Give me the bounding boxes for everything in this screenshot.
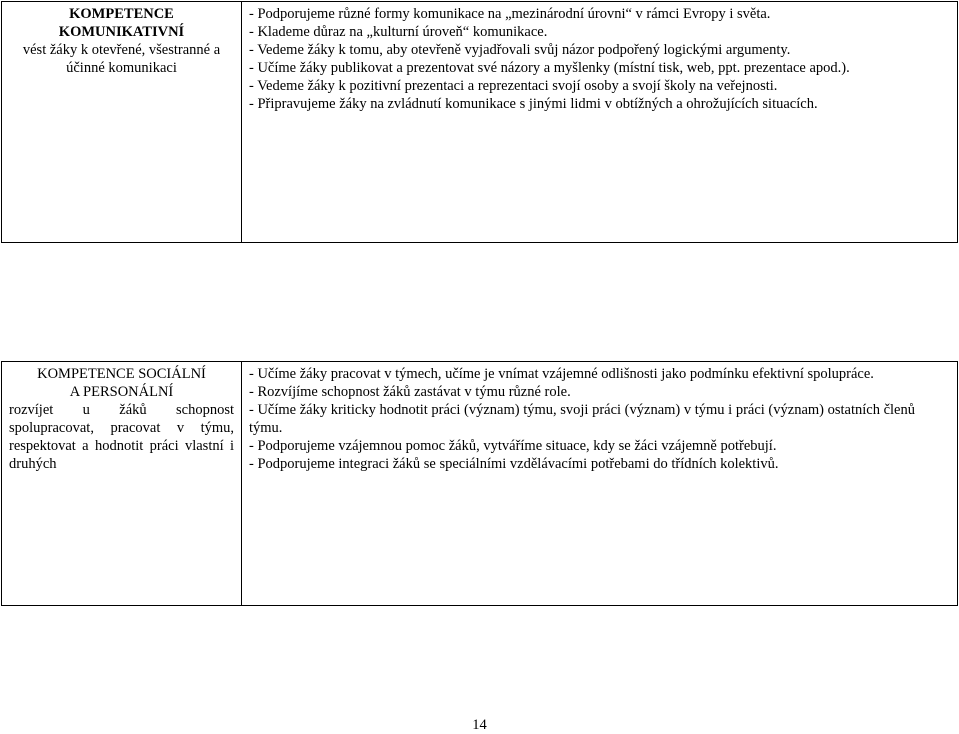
title-line-1: KOMPETENCE SOCIÁLNÍ [37, 366, 206, 382]
page-number: 14 [472, 717, 487, 733]
strategy-item: - Vedeme žáky k tomu, aby otevřeně vyjadřovali svůj názor podpořený logickými argumenty. [249, 42, 791, 58]
title-line-2: A PERSONÁLNÍ [69, 384, 174, 400]
title-line-2: KOMUNIKATIVNÍ [58, 24, 185, 40]
competence-social-strategies-cell [241, 361, 958, 606]
strategy-item: - Klademe důraz na „kulturní úroveň“ komunikace. [249, 24, 548, 40]
competence-social-description: rozvíjet u žáků schopnost spolupracovat, pracovat v týmu, respektovat a hodnotit práci vlastní i druhých [9, 402, 234, 472]
strategy-item: - Učíme žáky pracovat v týmech, učíme je vnímat vzájemné odlišnosti jako podmínku efektivní spolupráce. [249, 366, 874, 382]
strategy-item: - Rozvíjíme schopnost žáků zastávat v týmu různé role. [249, 384, 571, 400]
strategy-item: - Vedeme žáky k pozitivní prezentaci a reprezentaci svojí osoby a svojí školy na veřejnosti. [249, 78, 778, 94]
strategy-item: - Podporujeme integraci žáků se speciálními vzdělávacími potřebami do třídních kolektivů. [249, 456, 779, 472]
title-line-1: KOMPETENCE [69, 6, 174, 22]
strategy-item: - Připravujeme žáky na zvládnutí komunikace s jinými lidmi v obtížných a ohrožujících situacích. [249, 96, 818, 112]
competence-communicative-title [9, 5, 234, 41]
competence-communicative-description: vést žáky k otevřené, všestranné a účinné komunikaci [22, 42, 221, 76]
strategy-item: - Podporujeme vzájemnou pomoc žáků, vytváříme situace, kdy se žáci vzájemně potřebují. [249, 438, 777, 454]
strategy-item: - Podporujeme různé formy komunikace na „mezinárodní úrovni“ v rámci Evropy i světa. [249, 6, 771, 22]
competence-communicative-label-cell [1, 1, 242, 243]
strategy-item: - Učíme žáky kriticky hodnotit práci (význam) týmu, svoji práci (význam) v týmu i práci (význam) ostatních členů týmu. [249, 402, 915, 436]
competence-communicative-strategies-cell [241, 1, 958, 243]
competence-social-title [9, 365, 234, 401]
competence-social-label-cell [1, 361, 242, 606]
strategy-item: - Učíme žáky publikovat a prezentovat své názory a myšlenky (místní tisk, web, ppt. prezentace apod.). [249, 60, 850, 76]
